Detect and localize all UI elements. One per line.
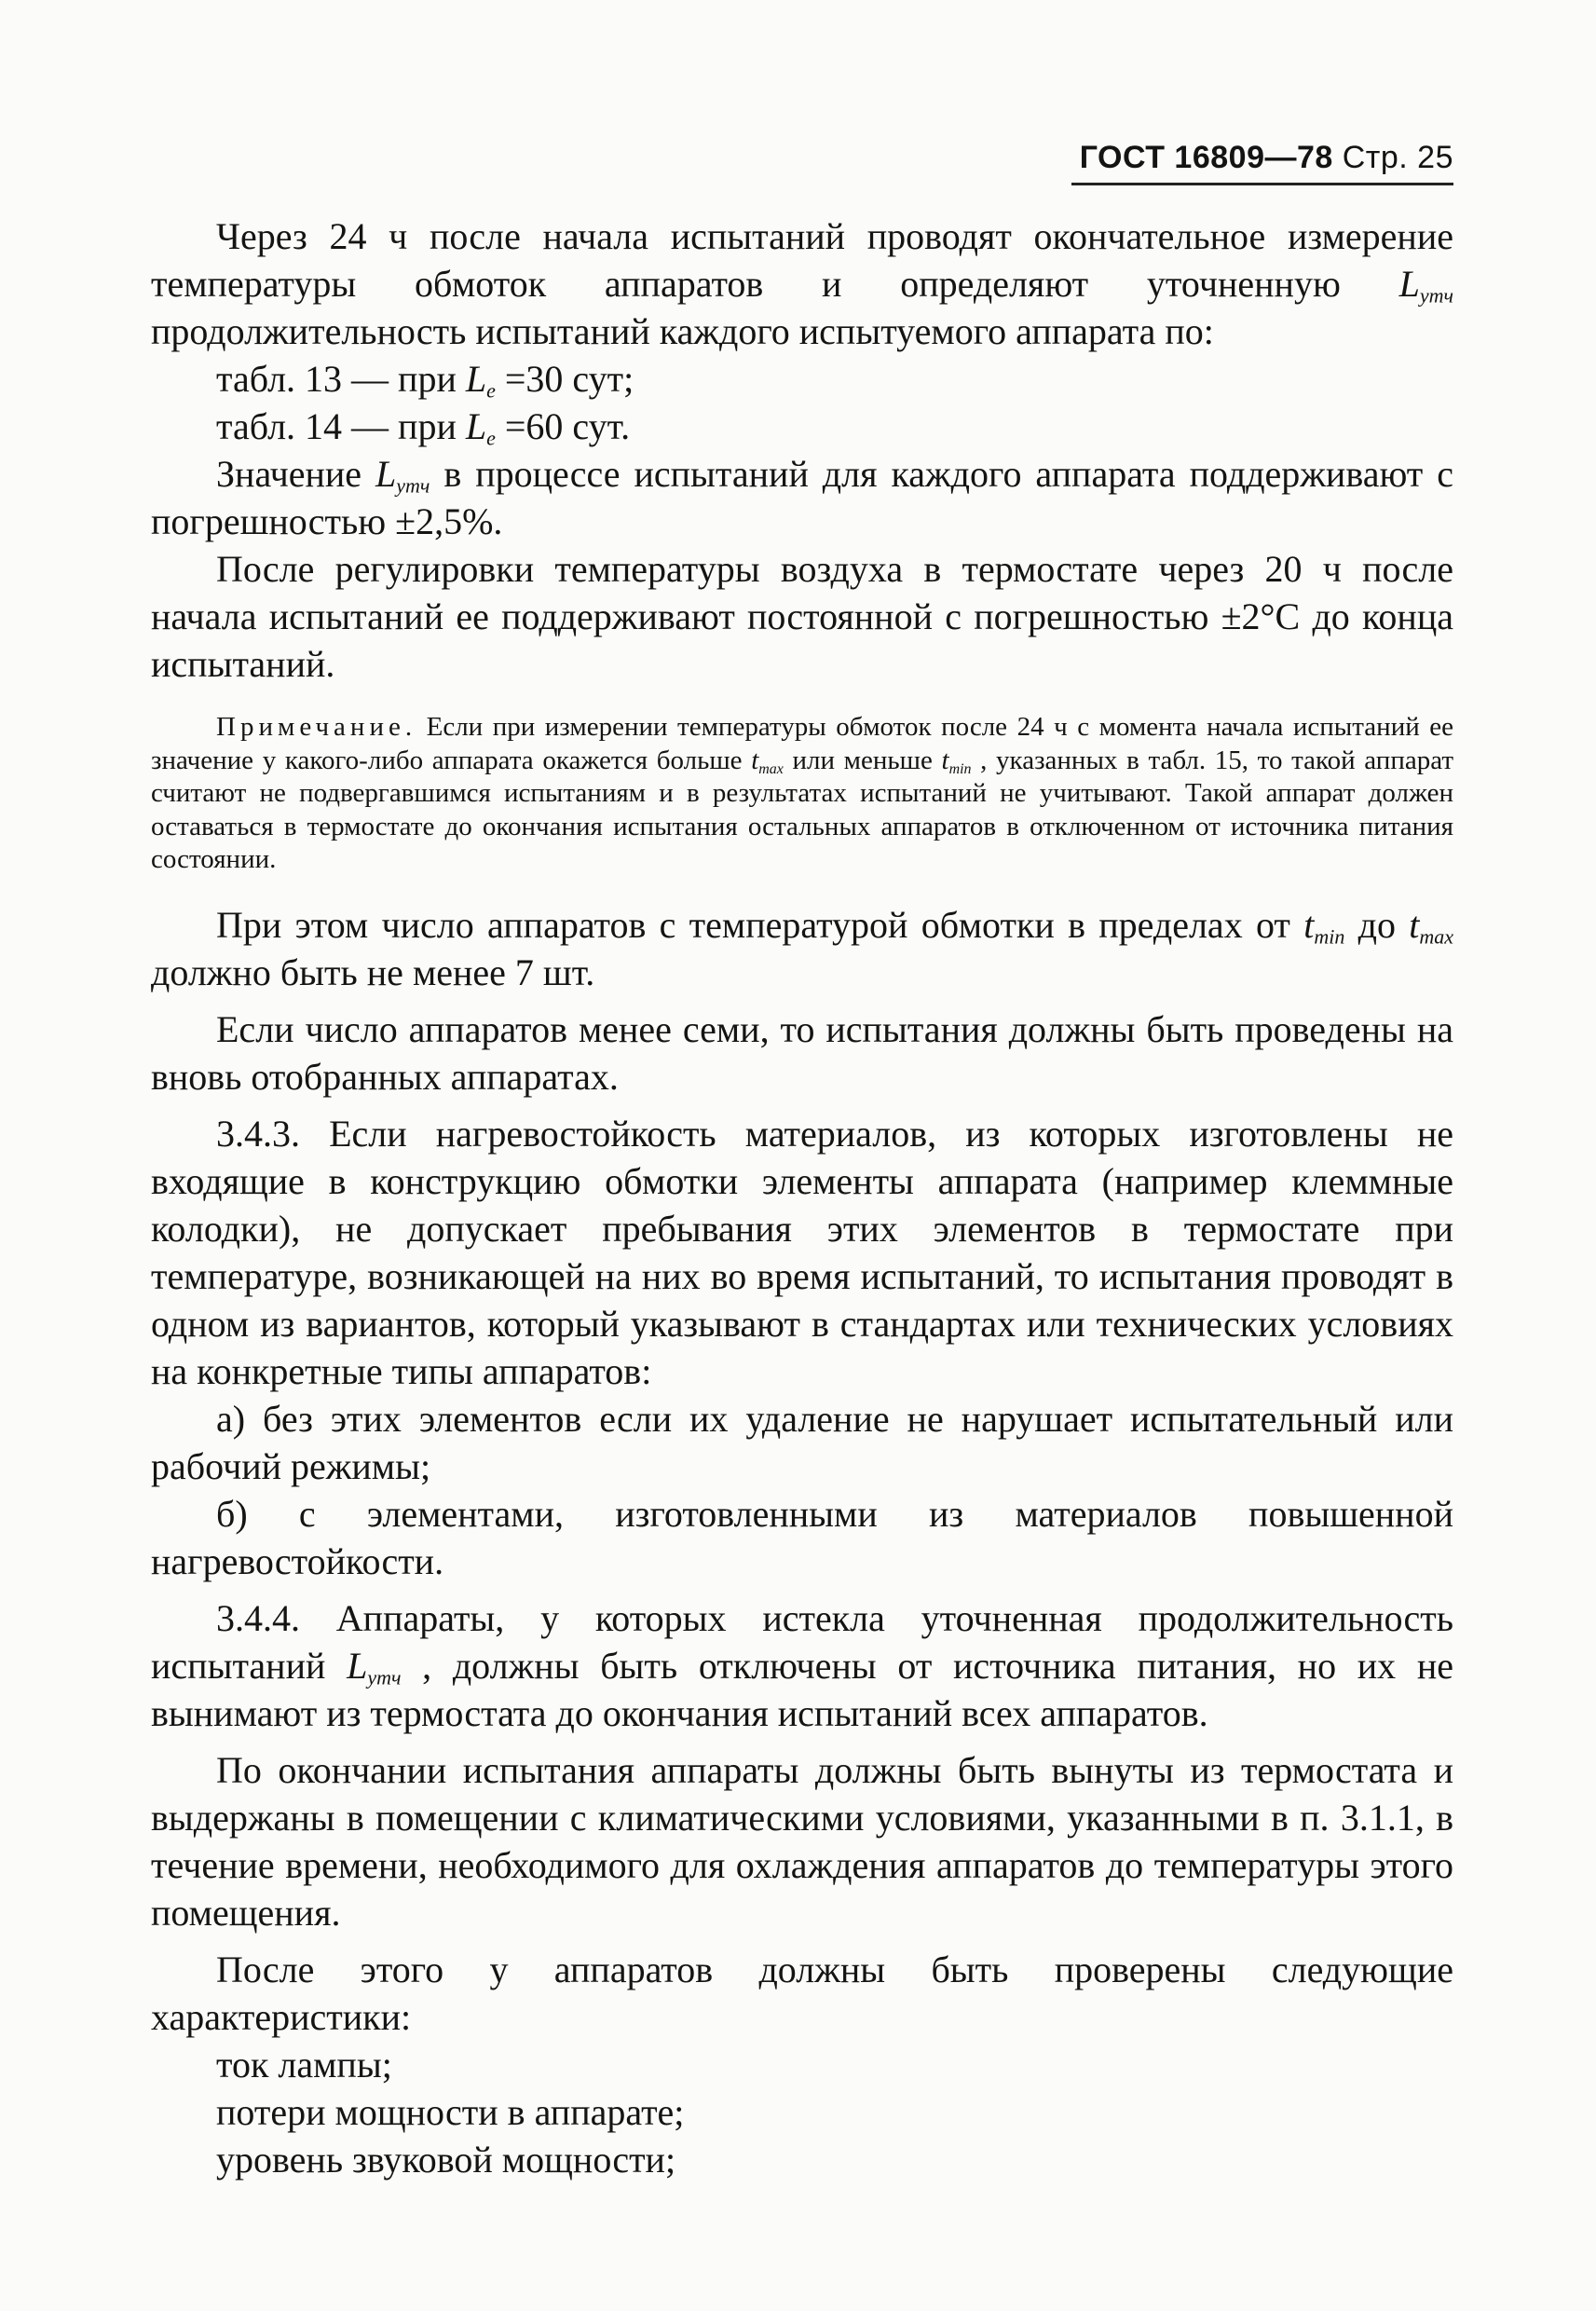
paragraph-temperature-range [151, 901, 1453, 996]
list-item-lamp-current: ток лампы; [216, 2043, 392, 2085]
text-run: табл. 14 — при [216, 405, 466, 447]
paragraph-final-measurement [151, 212, 1453, 355]
symbol-t-max: $t_{max}$ [1409, 903, 1453, 949]
paragraph-tolerance [151, 450, 1453, 545]
paragraph-retest: Если число аппаратов менее семи, то испытания должны быть проведены на вновь отобранных аппаратах. [151, 1007, 1453, 1098]
text-run: до [1344, 903, 1410, 946]
text-run: Через 24 ч после начала испытаний проводят окончательное измерение температуры обмоток аппаратов и определяют уточненную [151, 215, 1453, 305]
symbol-t-max: $t_{max}$ [751, 745, 784, 777]
clause-3-4-4 [151, 1594, 1453, 1737]
document-body [151, 212, 1453, 2183]
clause-3-4-3: 3.4.3. Если нагревостойкость материалов, из которых изготовлены не входящие в конструкцию обмотки элементы аппарата (например клеммные колодки), не допускает пребывания этих элементов в термостате при температуре, возникающей на них во время испытаний, то испытания проводят в одном из вариантов, который указывают в стандартах или технических условиях на конкретные типы аппаратов: [151, 1112, 1453, 1392]
text-run: =30 сут; [495, 358, 634, 400]
text-run: продолжительность испытаний каждого испытуемого аппарата по: [151, 310, 1214, 352]
symbol-L-utch: $L_{утч}$ [1398, 263, 1453, 308]
text-run: Значение [216, 453, 375, 495]
page-number: Стр. 25 [1342, 140, 1453, 175]
list-item-table-13 [151, 355, 1453, 403]
text-run: =60 сут. [495, 405, 631, 447]
text-run: При этом число аппаратов с температурой обмотки в пределах от [216, 903, 1304, 946]
clause-3-4-3-option-b: б) с элементами, изготовленными из материалов повышенной нагревостойкости. [151, 1492, 1453, 1582]
note-label: Примечание. [216, 712, 417, 742]
paragraph-cooling: По окончании испытания аппараты должны быть вынуты из термостата и выдержаны в помещении с климатическими условиями, указанными в п. 3.1.1, в течение времени, необходимого для охлаждения аппаратов до температуры этого помещения. [151, 1748, 1453, 1934]
text-run: , указанных в табл. 15, то такой аппарат считают не подвергавшимся испытаниям и в результатах испытаний не учитывают. Такой аппарат должен оставаться в термостате до окончания испытания остальных аппаратов в отключенном от источника питания состоянии. [151, 745, 1454, 874]
text-run: табл. 13 — при [216, 358, 466, 400]
text-run: в процессе испытаний для каждого аппарата поддерживают с погрешностью ±2,5%. [151, 453, 1453, 542]
text-run: или меньше [783, 745, 942, 775]
text-run: Если при измерении температуры обмоток после 24 ч с момента начала испытаний ее значение у какого-либо аппарата окажется больше [151, 712, 1453, 775]
note-block [151, 711, 1453, 877]
standard-number: ГОСТ 16809—78 [1079, 140, 1333, 175]
list-item-power-loss: потери мощности в аппарате; [216, 2090, 685, 2133]
symbol-t-min: $t_{min}$ [941, 745, 972, 777]
page-header [1071, 140, 1453, 185]
list-item-sound-power: уровень звуковой мощности; [216, 2138, 676, 2181]
symbol-t-min: $t_{min}$ [1303, 903, 1345, 949]
paragraph-characteristics: После этого у аппаратов должны быть проверены следующие характеристики: [151, 1948, 1453, 2038]
text-run: , должны быть отключены от источника питания, но их не вынимают из термостата до окончания испытаний всех аппаратов. [151, 1644, 1453, 1734]
list-item-table-14 [151, 403, 1453, 450]
text-run: должно быть не менее 7 шт. [151, 950, 595, 993]
symbol-L-utch: $L_{утч}$ [375, 453, 430, 498]
text-run: 3.4.4. Аппараты, у которых истекла уточненная продолжительность испытаний [151, 1596, 1453, 1687]
symbol-L-utch: $L_{утч}$ [347, 1644, 402, 1689]
clause-3-4-3-option-a: а) без этих элементов если их удаление не нарушает испытательный или рабочий режимы; [151, 1397, 1453, 1487]
paragraph-air-temperature: После регулировки температуры воздуха в термостате через 20 ч после начала испытаний ее поддерживают постоянной с погрешностью ±2°С до конца испытаний. [151, 548, 1453, 685]
symbol-L-e: $L_e$ [465, 405, 496, 450]
symbol-L-e: $L_e$ [465, 358, 496, 403]
